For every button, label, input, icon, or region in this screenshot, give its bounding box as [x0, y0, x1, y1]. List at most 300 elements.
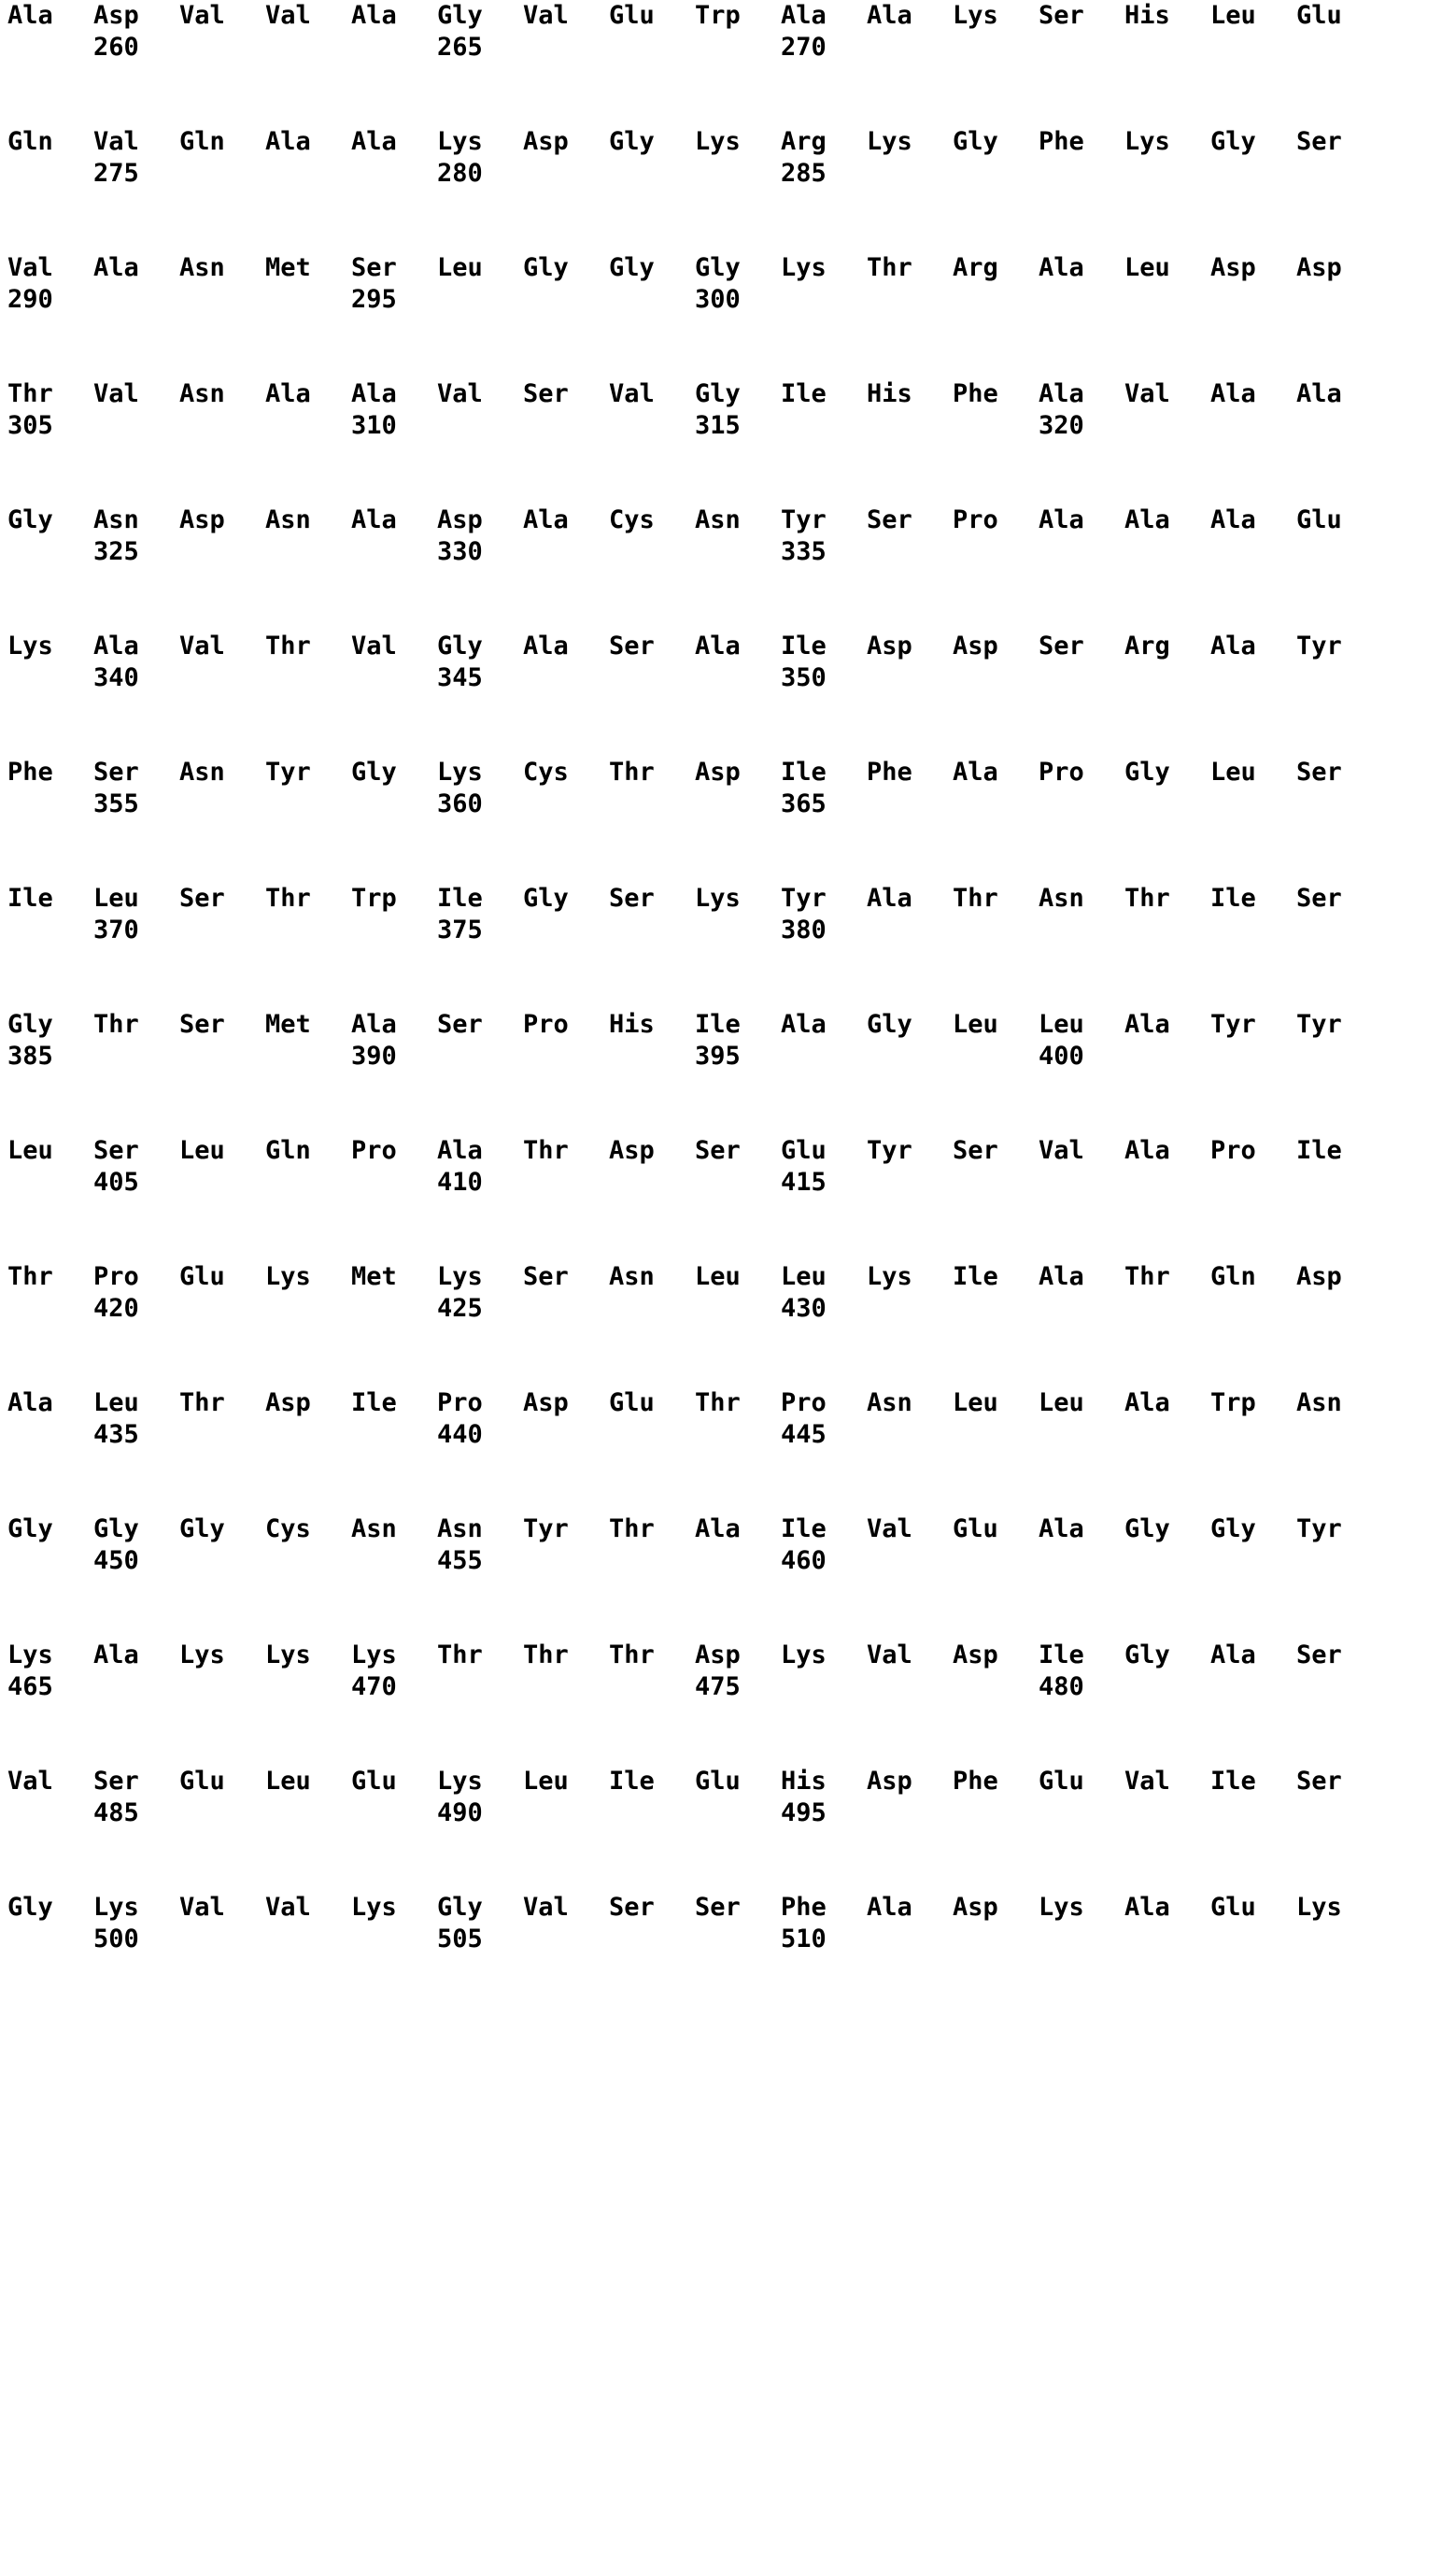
residue-cell: Asp [1210, 253, 1256, 282]
residue-cell: Glu [179, 1767, 225, 1796]
residue-cell: Thr [523, 1641, 569, 1669]
sequence-block [0, 504, 1456, 631]
residue-line [0, 883, 1456, 915]
residue-cell: Ser [695, 1893, 741, 1922]
residue-cell: Thr [93, 1010, 139, 1039]
residue-cell: Leu [781, 1262, 827, 1291]
number-spacer [523, 1545, 609, 1577]
sequence-block [0, 378, 1456, 504]
residue-cell: Phe [867, 758, 912, 787]
residue-cell: Glu [1210, 1893, 1256, 1922]
residue-cell: Glu [609, 1, 655, 30]
residue-number: 420 [93, 1294, 139, 1323]
number-spacer [179, 410, 265, 442]
block-gap [0, 64, 1456, 126]
residue-number: 310 [351, 411, 397, 440]
number-spacer [7, 915, 93, 946]
residue-cell: Thr [437, 1641, 483, 1669]
number-spacer [1210, 788, 1296, 820]
residue-cell: Gly [523, 253, 569, 282]
residue-cell: Val [179, 1, 225, 30]
residue-cell: Gly [695, 379, 741, 408]
residue-line [0, 1135, 1456, 1167]
residue-number: 360 [437, 789, 483, 818]
number-spacer [7, 1419, 93, 1451]
number-spacer [351, 1419, 437, 1451]
residue-cell: Lys [781, 253, 827, 282]
number-spacer [953, 1293, 1039, 1325]
residue-line [0, 504, 1456, 536]
sequence-block [0, 0, 1456, 126]
residue-cell: Thr [179, 1388, 225, 1417]
number-spacer [351, 915, 437, 946]
number-spacer [1210, 915, 1296, 946]
number-spacer [1124, 284, 1210, 316]
residue-cell: Lys [867, 1262, 912, 1291]
residue-number: 270 [781, 33, 827, 62]
residue-number: 480 [1039, 1672, 1084, 1701]
number-spacer [695, 1797, 781, 1829]
residue-cell: Ala [781, 1010, 827, 1039]
number-spacer [1124, 1797, 1210, 1829]
residue-cell: Ile [1296, 1136, 1342, 1165]
residue-number: 295 [351, 285, 397, 314]
number-spacer [695, 158, 781, 190]
number-spacer [695, 788, 781, 820]
residue-cell: Val [351, 632, 397, 661]
residue-cell: Gly [1210, 1514, 1256, 1543]
residue-number: 290 [7, 285, 53, 314]
residue-cell: Val [523, 1893, 569, 1922]
residue-cell: Gly [437, 1, 483, 30]
residue-cell: Tyr [1296, 1010, 1342, 1039]
residue-number: 415 [781, 1168, 827, 1197]
number-spacer [437, 1041, 523, 1072]
number-spacer [265, 788, 351, 820]
sequence-block [0, 1135, 1456, 1261]
residue-cell: Met [265, 1010, 311, 1039]
number-spacer [1124, 32, 1210, 64]
residue-cell: Trp [1210, 1388, 1256, 1417]
residue-number: 410 [437, 1168, 483, 1197]
number-spacer [179, 1167, 265, 1199]
residue-cell: Lys [437, 1767, 483, 1796]
number-spacer [867, 1041, 953, 1072]
residue-cell: Asp [867, 632, 912, 661]
sequence-block [0, 1513, 1456, 1640]
residue-cell: Tyr [781, 884, 827, 913]
residue-cell: Pro [781, 1388, 827, 1417]
number-spacer [351, 32, 437, 64]
number-spacer [609, 1797, 695, 1829]
number-spacer [1039, 32, 1124, 64]
residue-number: 320 [1039, 411, 1084, 440]
number-spacer [265, 1671, 351, 1703]
number-spacer [351, 1545, 437, 1577]
residue-number-line [0, 1671, 1456, 1703]
residue-cell: Ser [609, 632, 655, 661]
residue-cell: Ala [1039, 1514, 1084, 1543]
residue-cell: Pro [351, 1136, 397, 1165]
number-spacer [953, 1041, 1039, 1072]
residue-cell: Lys [351, 1893, 397, 1922]
residue-number: 435 [93, 1420, 139, 1449]
number-spacer [1039, 1545, 1124, 1577]
residue-cell: Ile [695, 1010, 741, 1039]
number-spacer [953, 915, 1039, 946]
number-spacer [523, 1419, 609, 1451]
number-spacer [1296, 1419, 1382, 1451]
number-spacer [695, 662, 781, 694]
residue-cell: Ala [867, 1, 912, 30]
residue-cell: Leu [7, 1136, 53, 1165]
number-spacer [1210, 662, 1296, 694]
residue-cell: Ala [1210, 1641, 1256, 1669]
number-spacer [351, 158, 437, 190]
number-spacer [523, 1671, 609, 1703]
residue-cell: Pro [437, 1388, 483, 1417]
residue-cell: Val [265, 1, 311, 30]
residue-number: 440 [437, 1420, 483, 1449]
residue-cell: Asn [867, 1388, 912, 1417]
residue-cell: Ser [93, 1767, 139, 1796]
residue-cell: Asp [695, 1641, 741, 1669]
residue-cell: Asp [437, 505, 483, 534]
sequence-block [0, 1766, 1456, 1892]
number-spacer [265, 32, 351, 64]
residue-cell: Met [265, 253, 311, 282]
number-spacer [179, 1419, 265, 1451]
residue-cell: Asp [695, 758, 741, 787]
residue-number: 330 [437, 537, 483, 566]
number-spacer [179, 284, 265, 316]
number-spacer [1124, 158, 1210, 190]
residue-cell: Ser [1296, 758, 1342, 787]
number-spacer [265, 410, 351, 442]
number-spacer [1296, 410, 1382, 442]
sequence-block [0, 757, 1456, 883]
residue-cell: Ala [523, 505, 569, 534]
residue-cell: Gly [7, 505, 53, 534]
number-spacer [953, 1671, 1039, 1703]
number-spacer [7, 1797, 93, 1829]
residue-cell: Pro [1039, 758, 1084, 787]
residue-cell: Val [1124, 1767, 1170, 1796]
block-gap [0, 1829, 1456, 1892]
residue-cell: Ala [265, 379, 311, 408]
residue-cell: Leu [265, 1767, 311, 1796]
residue-cell: Trp [351, 884, 397, 913]
block-gap [0, 1072, 1456, 1135]
residue-cell: Leu [93, 1388, 139, 1417]
residue-cell: Ser [523, 379, 569, 408]
number-spacer [953, 1419, 1039, 1451]
number-spacer [953, 536, 1039, 568]
residue-cell: Ala [1124, 505, 1170, 534]
residue-cell: Thr [1124, 1262, 1170, 1291]
residue-number: 275 [93, 159, 139, 188]
number-spacer [609, 1419, 695, 1451]
block-gap [0, 1703, 1456, 1766]
residue-cell: Ala [867, 884, 912, 913]
number-spacer [1124, 1545, 1210, 1577]
number-spacer [351, 1797, 437, 1829]
residue-cell: Ser [867, 505, 912, 534]
number-spacer [351, 662, 437, 694]
residue-cell: Asp [867, 1767, 912, 1796]
residue-line [0, 1892, 1456, 1924]
number-spacer [695, 1545, 781, 1577]
number-spacer [523, 284, 609, 316]
number-spacer [609, 915, 695, 946]
residue-cell: Ala [953, 758, 998, 787]
residue-cell: Gly [867, 1010, 912, 1039]
number-spacer [1039, 915, 1124, 946]
residue-cell: Lys [953, 1, 998, 30]
residue-number-line [0, 1545, 1456, 1577]
residue-cell: Ala [1210, 379, 1256, 408]
residue-number-line [0, 788, 1456, 820]
residue-line [0, 126, 1456, 158]
residue-cell: Leu [1124, 253, 1170, 282]
residue-cell: Asn [1296, 1388, 1342, 1417]
number-spacer [867, 662, 953, 694]
number-spacer [1039, 536, 1124, 568]
residue-cell: Gly [351, 758, 397, 787]
residue-cell: Gly [7, 1893, 53, 1922]
residue-cell: Thr [7, 379, 53, 408]
residue-cell: Lys [437, 1262, 483, 1291]
residue-number: 390 [351, 1042, 397, 1071]
number-spacer [93, 1671, 179, 1703]
residue-cell: Gln [1210, 1262, 1256, 1291]
number-spacer [523, 1167, 609, 1199]
number-spacer [695, 1419, 781, 1451]
number-spacer [867, 1167, 953, 1199]
residue-cell: Lys [867, 127, 912, 156]
residue-cell: Gln [7, 127, 53, 156]
residue-cell: Ala [781, 1, 827, 30]
number-spacer [1039, 158, 1124, 190]
residue-cell: Cys [523, 758, 569, 787]
block-gap [0, 190, 1456, 252]
number-spacer [265, 1924, 351, 1955]
residue-cell: Ala [1124, 1010, 1170, 1039]
residue-cell: Asp [953, 1893, 998, 1922]
residue-cell: Ala [93, 253, 139, 282]
residue-cell: Ser [351, 253, 397, 282]
residue-cell: Gly [523, 884, 569, 913]
residue-cell: Gln [179, 127, 225, 156]
number-spacer [523, 1797, 609, 1829]
residue-number: 300 [695, 285, 741, 314]
residue-cell: Glu [1296, 1, 1342, 30]
residue-cell: Ala [93, 632, 139, 661]
number-spacer [781, 1671, 867, 1703]
residue-number: 405 [93, 1168, 139, 1197]
residue-cell: Asn [351, 1514, 397, 1543]
residue-cell: Leu [523, 1767, 569, 1796]
residue-cell: Lys [1296, 1893, 1342, 1922]
number-spacer [953, 32, 1039, 64]
residue-cell: Tyr [1296, 632, 1342, 661]
residue-number-line [0, 1924, 1456, 1955]
residue-cell: Val [867, 1641, 912, 1669]
residue-cell: Thr [7, 1262, 53, 1291]
number-spacer [1039, 1419, 1124, 1451]
residue-cell: Asn [609, 1262, 655, 1291]
number-spacer [1296, 1671, 1382, 1703]
residue-line [0, 252, 1456, 284]
residue-cell: Ile [609, 1767, 655, 1796]
sequence-block [0, 1009, 1456, 1135]
residue-cell: Ile [781, 379, 827, 408]
residue-number-line [0, 32, 1456, 64]
residue-cell: Leu [1039, 1388, 1084, 1417]
number-spacer [1210, 1419, 1296, 1451]
residue-cell: Ile [351, 1388, 397, 1417]
residue-cell: Thr [609, 1514, 655, 1543]
number-spacer [867, 32, 953, 64]
number-spacer [1210, 32, 1296, 64]
number-spacer [1124, 1167, 1210, 1199]
residue-cell: Ile [781, 758, 827, 787]
residue-cell: Asn [179, 253, 225, 282]
residue-number: 495 [781, 1798, 827, 1827]
number-spacer [867, 410, 953, 442]
residue-number: 350 [781, 663, 827, 692]
residue-cell: Asp [1296, 1262, 1342, 1291]
residue-line [0, 1640, 1456, 1671]
number-spacer [93, 1041, 179, 1072]
number-spacer [523, 536, 609, 568]
residue-cell: Ala [1124, 1388, 1170, 1417]
number-spacer [351, 1293, 437, 1325]
residue-cell: Gly [1210, 127, 1256, 156]
number-spacer [265, 1545, 351, 1577]
residue-cell: Cys [265, 1514, 311, 1543]
number-spacer [609, 662, 695, 694]
residue-cell: Lys [7, 1641, 53, 1669]
residue-cell: Asn [179, 379, 225, 408]
number-spacer [7, 788, 93, 820]
number-spacer [1296, 662, 1382, 694]
number-spacer [7, 536, 93, 568]
block-gap [0, 1955, 1456, 2018]
number-spacer [1039, 788, 1124, 820]
residue-cell: Gly [1124, 1641, 1170, 1669]
residue-cell: Ala [351, 505, 397, 534]
residue-cell: Lys [265, 1262, 311, 1291]
number-spacer [179, 1671, 265, 1703]
number-spacer [179, 1797, 265, 1829]
residue-cell: Pro [93, 1262, 139, 1291]
residue-cell: Gly [1124, 1514, 1170, 1543]
residue-cell: Ala [7, 1388, 53, 1417]
number-spacer [867, 1797, 953, 1829]
number-spacer [609, 1041, 695, 1072]
number-spacer [1210, 410, 1296, 442]
block-gap [0, 946, 1456, 1009]
number-spacer [179, 915, 265, 946]
number-spacer [867, 915, 953, 946]
residue-cell: Tyr [265, 758, 311, 787]
residue-number: 505 [437, 1925, 483, 1953]
residue-number: 475 [695, 1672, 741, 1701]
residue-cell: Asp [93, 1, 139, 30]
number-spacer [609, 1671, 695, 1703]
residue-number: 500 [93, 1925, 139, 1953]
residue-number: 470 [351, 1672, 397, 1701]
number-spacer [609, 788, 695, 820]
residue-cell: Asn [1039, 884, 1084, 913]
residue-number-line [0, 536, 1456, 568]
number-spacer [1124, 536, 1210, 568]
residue-number: 445 [781, 1420, 827, 1449]
residue-cell: Ser [437, 1010, 483, 1039]
sequence-block [0, 252, 1456, 378]
number-spacer [1124, 1293, 1210, 1325]
residue-cell: Asp [953, 1641, 998, 1669]
number-spacer [1124, 1041, 1210, 1072]
residue-cell: Leu [695, 1262, 741, 1291]
residue-cell: Ser [695, 1136, 741, 1165]
residue-cell: Asp [523, 1388, 569, 1417]
residue-line [0, 1261, 1456, 1293]
residue-cell: Ser [1039, 632, 1084, 661]
number-spacer [609, 410, 695, 442]
residue-cell: Ala [523, 632, 569, 661]
number-spacer [351, 536, 437, 568]
number-spacer [179, 1293, 265, 1325]
number-spacer [1124, 1419, 1210, 1451]
number-spacer [953, 158, 1039, 190]
residue-number: 455 [437, 1546, 483, 1575]
residue-cell: Ile [437, 884, 483, 913]
residue-cell: Ile [953, 1262, 998, 1291]
number-spacer [179, 788, 265, 820]
block-gap [0, 1199, 1456, 1261]
number-spacer [1296, 32, 1382, 64]
residue-cell: Lys [437, 758, 483, 787]
number-spacer [609, 1545, 695, 1577]
residue-cell: Ile [1039, 1641, 1084, 1669]
number-spacer [695, 536, 781, 568]
number-spacer [867, 788, 953, 820]
number-spacer [953, 662, 1039, 694]
residue-line [0, 631, 1456, 662]
residue-cell: Arg [1124, 632, 1170, 661]
residue-cell: Ala [1124, 1136, 1170, 1165]
residue-cell: Ala [351, 127, 397, 156]
residue-cell: Ala [7, 1, 53, 30]
residue-number: 345 [437, 663, 483, 692]
residue-cell: Ala [867, 1893, 912, 1922]
residue-cell: Thr [609, 1641, 655, 1669]
number-spacer [1296, 788, 1382, 820]
residue-cell: Leu [179, 1136, 225, 1165]
number-spacer [265, 1293, 351, 1325]
number-spacer [265, 915, 351, 946]
number-spacer [523, 410, 609, 442]
number-spacer [1039, 1293, 1124, 1325]
residue-cell: Ile [1210, 884, 1256, 913]
residue-line [0, 1766, 1456, 1797]
block-gap [0, 442, 1456, 504]
number-spacer [523, 1293, 609, 1325]
number-spacer [179, 32, 265, 64]
residue-cell: Ala [1039, 379, 1084, 408]
